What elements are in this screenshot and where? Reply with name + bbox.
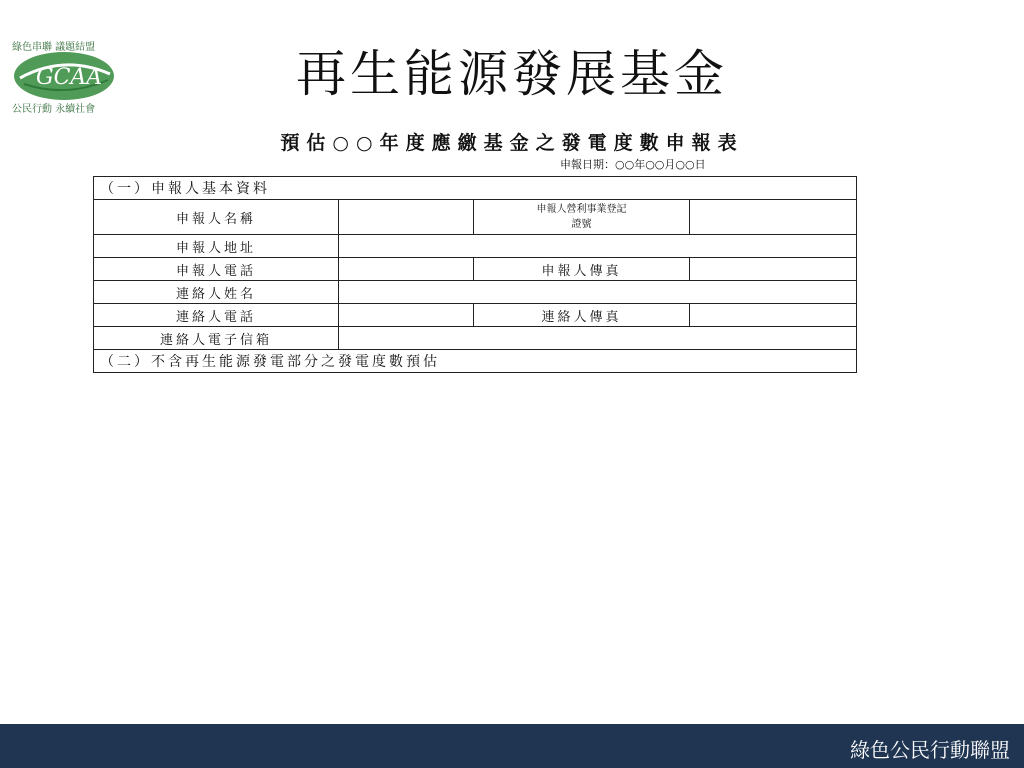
contact-phone-field[interactable]: [339, 304, 474, 327]
reg-label: 申報人營利事業登記 證號: [474, 200, 690, 235]
fax-field[interactable]: [690, 258, 857, 281]
contact-phone-label: 連絡人電話: [94, 304, 339, 327]
name-label: 申報人名稱: [94, 200, 339, 235]
svg-text:綠色串聯 議題結盟: 綠色串聯 議題結盟: [12, 42, 96, 53]
reg-field[interactable]: [690, 200, 857, 235]
section-1-heading: （一）申報人基本資料: [94, 177, 857, 200]
name-field[interactable]: [339, 200, 474, 235]
svg-text:公民行動 永續社會: 公民行動 永續社會: [12, 104, 96, 114]
phone-label: 申報人電話: [94, 258, 339, 281]
contact-email-label: 連絡人電子信箱: [94, 327, 339, 350]
address-label: 申報人地址: [94, 235, 339, 258]
contact-email-field[interactable]: [339, 327, 857, 350]
form-title: 預估○○年度應繳基金之發電度數申報表: [280, 132, 744, 154]
address-field[interactable]: [339, 235, 857, 258]
phone-field[interactable]: [339, 258, 474, 281]
section-2-heading: （二）不含再生能源發電部分之發電度數預估: [94, 350, 857, 373]
slide-title: 再生能源發展基金: [296, 45, 728, 103]
footer-bar: [0, 724, 1024, 768]
svg-text:GCAA: GCAA: [36, 65, 103, 90]
contact-name-field[interactable]: [339, 281, 857, 304]
contact-fax-label: 連絡人傳真: [474, 304, 690, 327]
contact-fax-field[interactable]: [690, 304, 857, 327]
declaration-form-table: [93, 176, 857, 373]
report-date: 申報日期：○○年○○月○○日: [560, 158, 706, 171]
fax-label: 申報人傳真: [474, 258, 690, 281]
footer-org-name: 綠色公民行動聯盟: [850, 738, 1010, 762]
contact-name-label: 連絡人姓名: [94, 281, 339, 304]
